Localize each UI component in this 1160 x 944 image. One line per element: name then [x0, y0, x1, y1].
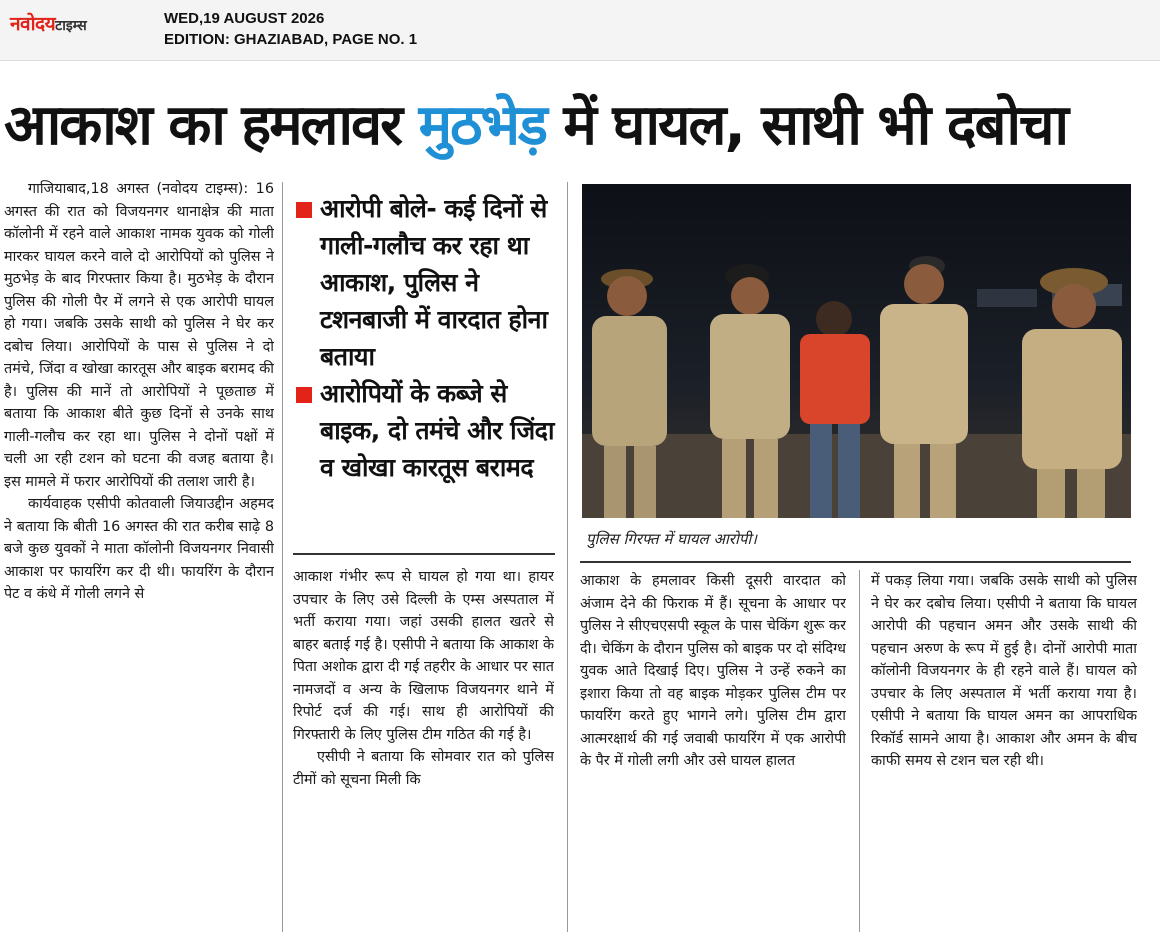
article-column-2 [293, 566, 554, 933]
photo-caption: पुलिस गिरफ्त में घायल आरोपी। [586, 530, 757, 548]
newspaper-logo[interactable] [10, 10, 140, 36]
edition-name: EDITION: GHAZIABAD, PAGE NO. 1 [164, 31, 418, 48]
headline-part1: आकाश का हमलावर [4, 93, 419, 158]
red-square-bullet-icon [296, 387, 312, 403]
edition-info [164, 8, 417, 50]
red-square-bullet-icon [296, 202, 312, 218]
edition-date: WED,19 AUGUST 2026 [164, 10, 325, 27]
headline-part2: में घायल, साथी भी दबोचा [545, 93, 1068, 158]
article-column-4 [871, 570, 1137, 933]
body-paragraph: आकाश के हमलावर किसी दूसरी वारदात को अंजाम देने की फिराक में हैं। सूचना के आधार पर पुलिस ने सीएचएसपी स्कूल के पास चेकिंग शुरू कर दी। चेकिंग के दौरान पुलिस को बाइक पर दो संदिग्ध युवक आते दिखाई दिए। पुलिस ने उन्हें रुकने का इशारा किया तो वह बाइक मोड़कर पुलिस टीम पर फायरिंग करते हुए भागने लगे। पुलिस टीम द्वारा आत्मरक्षार्थ की गई जवाबी फायरिंग में एक आरोपी के पैर में गोली लगी और उसे घायल हालत [580, 573, 846, 769]
column-divider [859, 570, 860, 932]
section-rule [580, 561, 1131, 563]
body-paragraph: कार्यवाहक एसीपी कोतवाली जियाउद्दीन अहमद ने बताया कि बीती 16 अगस्त की रात करीब साढ़े 8 बजे कुछ युवकों ने माता कॉलोनी विजयनगर निवासी आकाश पर फायरिंग कर दी थी। फायरिंग के दौरान पेट व कंधे में गोली लगने से [4, 496, 274, 602]
highlight-text: आरोपी बोले- कई दिनों से गाली-गलौच कर रहा था आकाश, पुलिस ने टशनबाजी में वारदात होना बताया [320, 194, 548, 371]
logo-secondary: टाइम्स [55, 18, 87, 34]
body-paragraph: गाजियाबाद,18 अगस्त (नवोदय टाइम्स): 16 अगस्त की रात को विजयनगर थानाक्षेत्र की माता कॉलोनी में रहने वाले आकाश नामक युवक को गोली मारकर घायल करने वाले दो आरोपियों को पुलिस ने मुठभेड़ के बाद गिरफ्तार किया है। मुठभेड़ के दौरान पुलिस की गोली पैर में लगने से एक आरोपी घायल हो गया। जबकि उसके साथी को पुलिस ने घेर कर दबोच लिया। आरोपियों के पास से पुलिस ने दो तमंचे, जिंदा व खोखा कारतूस और बाइक बरामद की है। पुलिस की मानें तो आरोपियों ने पूछताछ में बताया कि आकाश बीते कुछ दिनों से उनके साथ गाली-गलौच कर रहा था। पुलिस ने दोनों पक्षों में चली आ रही टशन को घटना की वजह बताया है। इस मामले में फरार आरोपियों की तलाश जारी है। [4, 181, 274, 490]
body-paragraph: आकाश गंभीर रूप से घायल हो गया था। हायर उपचार के लिए उसे दिल्ली के एम्स अस्पताल में भर्ती कराया गया। जहां उसकी हालत खतरे से बाहर बताई गई है। एसीपी ने बताया कि आकाश के पिता अशोक द्वारा दी गई तहरीर के आधार पर सात नामजदों व अन्य के खिलाफ विजयनगर थाने में रिपोर्ट दर्ज की गई। साथ ही आरोपियों की गिरफ्तारी के लिए पुलिस टीम गठित की गई है। [293, 569, 554, 743]
headline-highlight: मुठभेड़ [418, 93, 546, 158]
highlights-box [294, 190, 556, 486]
article-headline [0, 84, 1160, 168]
column-divider [567, 182, 568, 932]
masthead-bar [0, 0, 1160, 58]
body-paragraph: एसीपी ने बताया कि सोमवार रात को पुलिस टीमों को सूचना मिली कि [293, 749, 554, 788]
logo-primary: नवोदय [10, 13, 56, 35]
highlight-item [294, 190, 556, 375]
news-photo[interactable] [582, 184, 1131, 518]
column-divider [282, 182, 283, 932]
section-rule [293, 553, 555, 555]
article-column-3 [580, 570, 846, 933]
highlight-item [294, 375, 556, 486]
highlight-text: आरोपियों के कब्जे से बाइक, दो तमंचे और जिंदा व खोखा कारतूस बरामद [320, 379, 554, 482]
police-arrest-photo-icon [582, 184, 1131, 518]
article-column-1 [4, 178, 274, 933]
body-paragraph: में पकड़ लिया गया। जबकि उसके साथी को पुलिस ने घेर कर दबोच लिया। एसीपी ने बताया कि घायल आरोपी की पहचान अमन और उसके साथी की पहचान अरुण के रूप में हुई है। दोनों आरोपी माता कॉलोनी विजयनगर के ही रहने वाले हैं। घायल को उपचार के लिए अस्पताल में भर्ती कराया गया है। एसीपी ने बताया कि घायल अमन का आपराधिक रिकॉर्ड सामने आया है। आकाश और अमन के बीच काफी समय से टशन चल रही थी। [871, 573, 1137, 769]
